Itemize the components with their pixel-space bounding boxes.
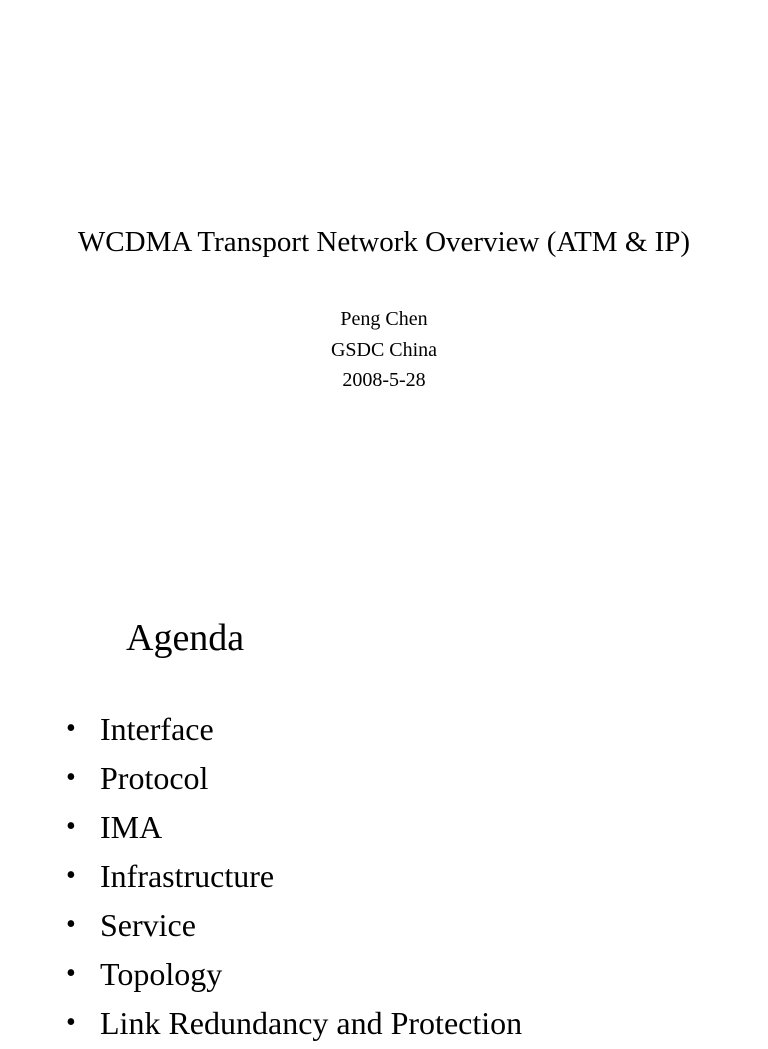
agenda-item	[0, 902, 768, 951]
author-name: Peng Chen	[340, 308, 428, 330]
agenda-item-label: Protocol	[100, 760, 209, 796]
agenda-item-label: Topology	[100, 956, 223, 992]
agenda-heading: Agenda	[126, 617, 245, 659]
agenda-item	[0, 706, 768, 755]
author-block	[0, 304, 768, 396]
agenda-item	[0, 755, 768, 804]
agenda-item-label: Infrastructure	[100, 858, 275, 894]
bullet-icon: •	[66, 909, 76, 940]
organization-name: GSDC China	[330, 338, 438, 361]
agenda-item	[0, 951, 768, 1000]
agenda-item	[0, 804, 768, 853]
bullet-icon: •	[66, 713, 76, 744]
agenda-list	[0, 706, 768, 1049]
presentation-title: WCDMA Transport Network Overview (ATM & IP)	[77, 226, 691, 258]
agenda-item	[0, 853, 768, 902]
agenda-item	[0, 1000, 768, 1049]
bullet-icon: •	[66, 958, 76, 989]
presentation-date: 2008-5-28	[342, 369, 426, 391]
bullet-icon: •	[66, 860, 76, 891]
agenda-item-label: Link Redundancy and Protection	[100, 1005, 523, 1041]
bullet-icon: •	[66, 1007, 76, 1038]
agenda-item-label: Interface	[100, 711, 214, 747]
bullet-icon: •	[66, 762, 76, 793]
agenda-item-label: Service	[100, 907, 196, 943]
agenda-item-label: IMA	[100, 809, 163, 845]
bullet-icon: •	[66, 811, 76, 842]
